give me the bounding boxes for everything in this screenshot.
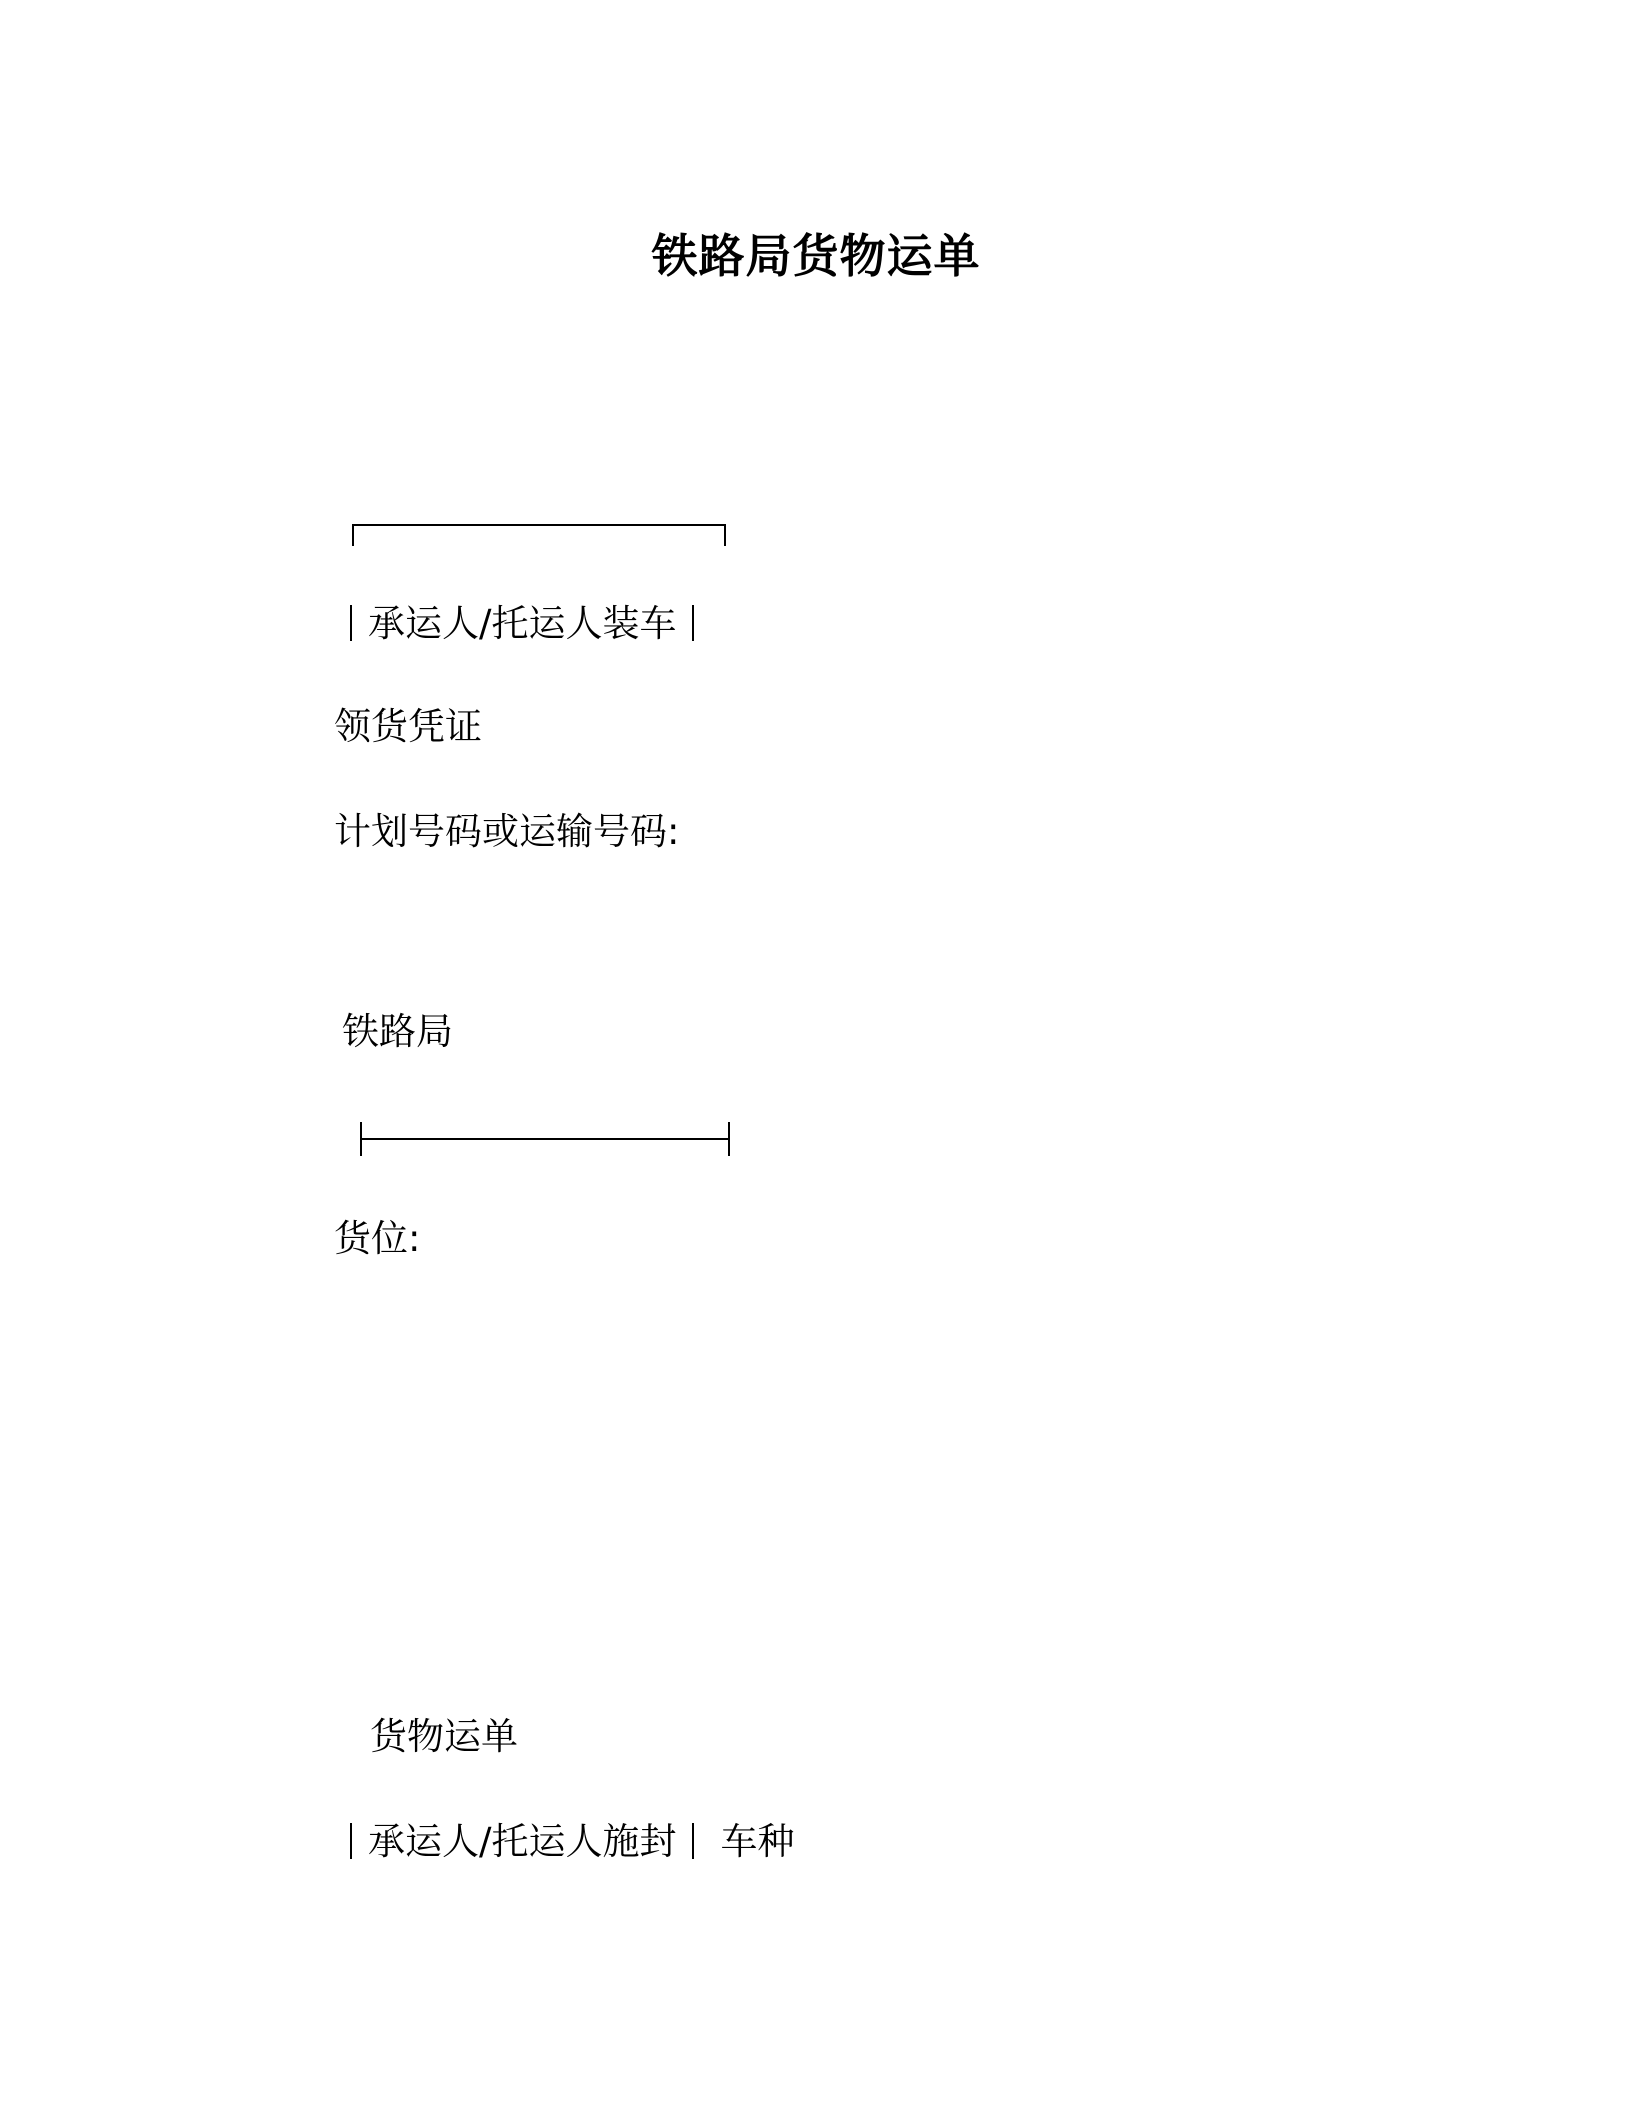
plan-number-label: 计划号码或运输号码: (334, 810, 680, 853)
loading-party-row (350, 602, 694, 645)
sealing-party-row (350, 1820, 795, 1863)
document-title: 铁路局货物运单 (651, 229, 981, 283)
waybill-label: 货物运单 (370, 1715, 518, 1758)
top-bracket-line (352, 524, 726, 546)
cargo-position-label: 货位: (334, 1217, 421, 1260)
right-divider (692, 1823, 694, 1859)
middle-bracket-line (360, 1122, 730, 1156)
right-divider (692, 605, 694, 641)
left-divider (350, 1823, 352, 1859)
left-divider (350, 605, 352, 641)
sealing-party-text: 承运人/托运人施封 (368, 1820, 677, 1863)
receipt-label: 领货凭证 (334, 705, 482, 748)
railway-bureau-label: 铁路局 (342, 1010, 453, 1053)
car-type-label: 车种 (720, 1820, 795, 1863)
loading-party-text: 承运人/托运人装车 (368, 602, 677, 645)
